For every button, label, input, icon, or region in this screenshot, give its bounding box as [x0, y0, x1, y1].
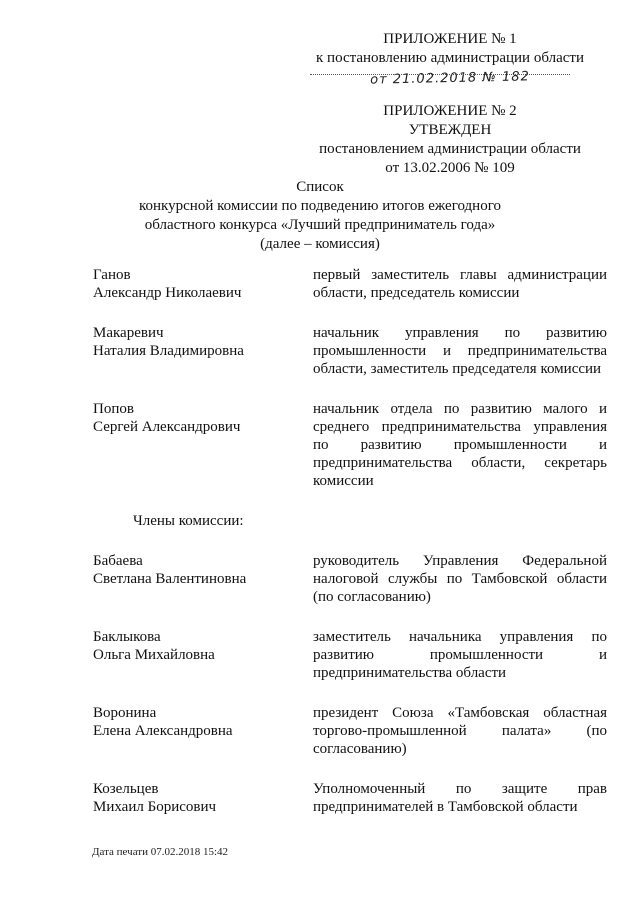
commission-list — [93, 266, 608, 816]
member-given-name: Светлана Валентиновна — [93, 571, 247, 587]
member-name — [93, 400, 313, 490]
member-given-name: Елена Александровна — [93, 723, 233, 739]
member-surname: Макаревич — [93, 325, 164, 341]
list-item — [93, 324, 608, 378]
list-item — [93, 552, 608, 606]
member-given-name: Михаил Борисович — [93, 799, 217, 815]
list-item — [93, 780, 608, 816]
member-role: начальник отдела по развитию малого и среднего предпринимательства управления по развитию промышленности и предпринимательства области, секретарь комиссии — [313, 401, 607, 489]
member-name — [93, 266, 313, 302]
member-role: Уполномоченный по защите прав предпринимателей в Тамбовской области — [313, 781, 607, 815]
title-line-1: Список — [296, 179, 344, 195]
list-item — [93, 704, 608, 758]
member-surname: Воронина — [93, 705, 157, 721]
member-name — [93, 780, 313, 816]
decree-date: от 13.02.2006 № 109 — [385, 160, 515, 176]
member-given-name: Наталия Владимировна — [93, 343, 244, 359]
title-line-3: областного конкурса «Лучший предприниматель года» — [144, 217, 496, 233]
member-surname: Баклыкова — [93, 629, 161, 645]
appendix-header — [300, 30, 600, 178]
title-line-2: конкурсной комиссии по подведению итогов ежегодного — [139, 198, 501, 214]
member-role: президент Союза «Тамбовская областная торгово-промышленной палата» (по согласованию) — [313, 705, 607, 757]
member-name — [93, 704, 313, 758]
title-line-4: (далее – комиссия) — [260, 236, 380, 252]
member-role: первый заместитель главы администрации области, председатель комиссии — [313, 267, 607, 301]
member-given-name: Ольга Михайловна — [93, 647, 215, 663]
member-name — [93, 552, 313, 606]
member-name — [93, 628, 313, 682]
print-date: Дата печати 07.02.2018 15:42 — [92, 846, 229, 858]
appendix-2-title: ПРИЛОЖЕНИЕ № 2 — [383, 103, 517, 119]
member-role: начальник управления по развитию промышленности и предпринимательства области, заместитель председателя комиссии — [313, 325, 607, 377]
handwritten-decree-date: от 21.02.2018 № 182 — [370, 69, 530, 88]
members-heading: Члены комиссии: — [133, 513, 244, 529]
document-title — [120, 178, 520, 254]
member-role: заместитель начальника управления по развитию промышленности и предпринимательства области — [313, 629, 607, 681]
member-surname: Ганов — [93, 267, 131, 283]
appendix-1-reference: к постановлению администрации области — [316, 50, 584, 66]
approved-label: УТВЕЖДЕН — [408, 122, 492, 138]
list-item — [93, 266, 608, 302]
member-surname: Козельцев — [93, 781, 159, 797]
member-given-name: Сергей Александрович — [93, 419, 241, 435]
member-given-name: Александр Николаевич — [93, 285, 242, 301]
member-role: руководитель Управления Федеральной налоговой службы по Тамбовской области (по согласованию) — [313, 553, 607, 605]
list-item — [93, 628, 608, 682]
list-item — [93, 400, 608, 490]
appendix-1-title: ПРИЛОЖЕНИЕ № 1 — [383, 31, 517, 47]
handwriting-underline — [310, 74, 570, 75]
member-name — [93, 324, 313, 378]
member-surname: Попов — [93, 401, 134, 417]
member-surname: Бабаева — [93, 553, 143, 569]
approving-decree: постановлением администрации области — [319, 141, 581, 157]
